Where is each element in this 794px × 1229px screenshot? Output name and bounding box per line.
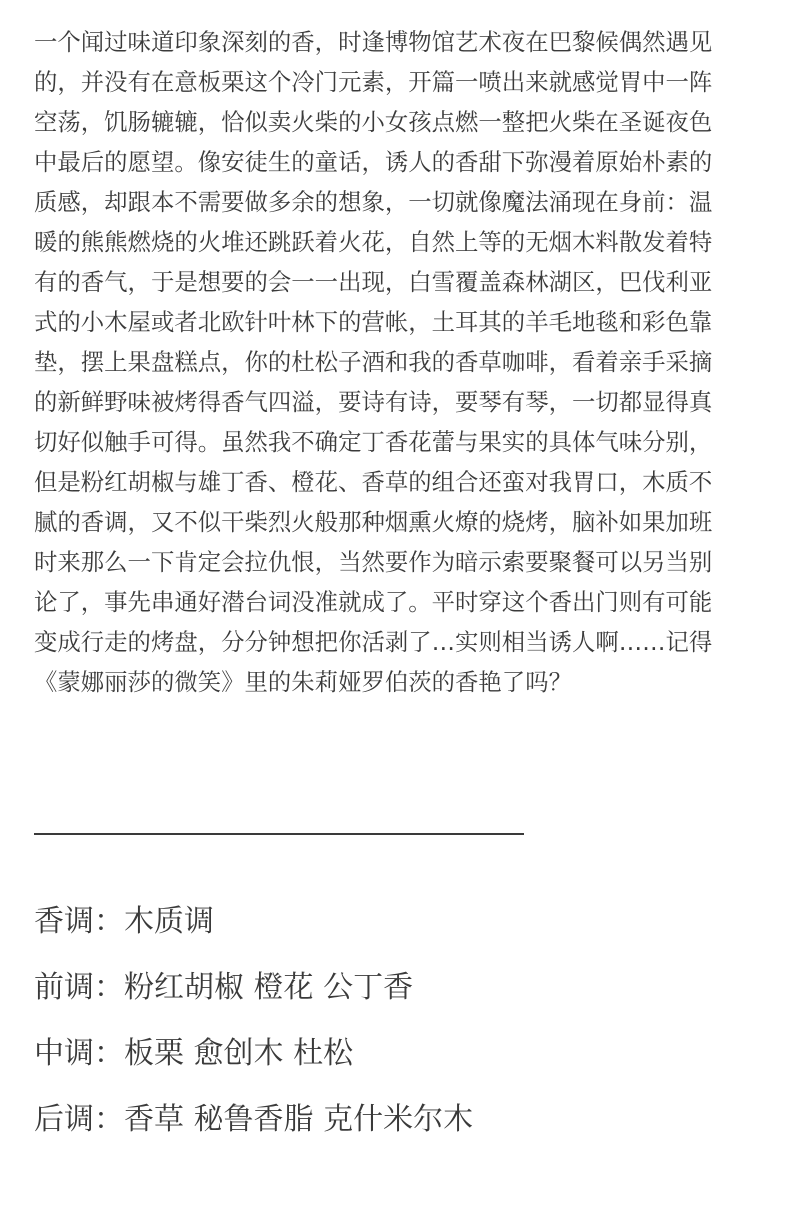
note-family-row [34, 900, 734, 944]
paragraph-line: 有的香气，于是想要的会一一出现，白雪覆盖森林湖区，巴伐利亚 [34, 268, 713, 296]
note-heart-label: 中调： [34, 1036, 124, 1071]
paragraph-line: 质感，却跟本不需要做多余的想象，一切就像魔法涌现在身前：温 [34, 188, 713, 216]
paragraph-line: 时来那么一下肯定会拉仇恨，当然要作为暗示索要聚餐可以另当别 [34, 548, 713, 576]
paragraph-line: 《蒙娜丽莎的微笑》里的朱莉娅罗伯茨的香艳了吗？ [34, 668, 572, 696]
fragrance-notes [34, 900, 734, 1164]
paragraph-line: 的，并没有在意板栗这个冷门元素，开篇一喷出来就感觉胃中一阵 [34, 68, 713, 96]
note-family-value: 木质调 [124, 904, 214, 939]
paragraph-line: 腻的香调，又不似干柴烈火般那种烟熏火燎的烧烤，脑补如果加班 [34, 508, 713, 536]
note-family-label: 香调： [34, 904, 124, 939]
paragraph-line: 中最后的愿望。像安徒生的童话，诱人的香甜下弥漫着原始朴素的 [34, 148, 713, 176]
paragraph-line: 论了，事先串通好潜台词没准就成了。平时穿这个香出门则有可能 [34, 588, 713, 616]
note-base-row [34, 1098, 734, 1142]
note-top-label: 前调： [34, 970, 124, 1005]
paragraph-line: 空荡，饥肠辘辘，恰似卖火柴的小女孩点燃一整把火柴在圣诞夜色 [34, 108, 713, 136]
note-base-value: 香草 秘鲁香脂 克什米尔木 [124, 1102, 474, 1137]
note-top-value: 粉红胡椒 橙花 公丁香 [124, 970, 414, 1005]
review-paragraph [34, 22, 774, 702]
paragraph-line: 式的小木屋或者北欧针叶林下的营帐，土耳其的羊毛地毯和彩色靠 [34, 308, 713, 336]
paragraph-line: 的新鲜野味被烤得香气四溢，要诗有诗，要琴有琴，一切都显得真 [34, 388, 713, 416]
paragraph-line: 变成行走的烤盘，分分钟想把你活剥了…实则相当诱人啊……记得 [34, 628, 713, 656]
note-heart-value: 板栗 愈创木 杜松 [124, 1036, 354, 1071]
paragraph-line: 切好似触手可得。虽然我不确定丁香花蕾与果实的具体气味分别， [34, 428, 713, 456]
paragraph-line: 一个闻过味道印象深刻的香，时逢博物馆艺术夜在巴黎候偶然遇见 [34, 28, 713, 56]
note-heart-row [34, 1032, 734, 1076]
paragraph-line: 但是粉红胡椒与雄丁香、橙花、香草的组合还蛮对我胃口，木质不 [34, 468, 713, 496]
note-base-label: 后调： [34, 1102, 124, 1137]
section-divider [34, 833, 524, 835]
note-top-row [34, 966, 734, 1010]
paragraph-line: 暖的熊熊燃烧的火堆还跳跃着火花，自然上等的无烟木料散发着特 [34, 228, 713, 256]
paragraph-line: 垫，摆上果盘糕点，你的杜松子酒和我的香草咖啡，看着亲手采摘 [34, 348, 713, 376]
